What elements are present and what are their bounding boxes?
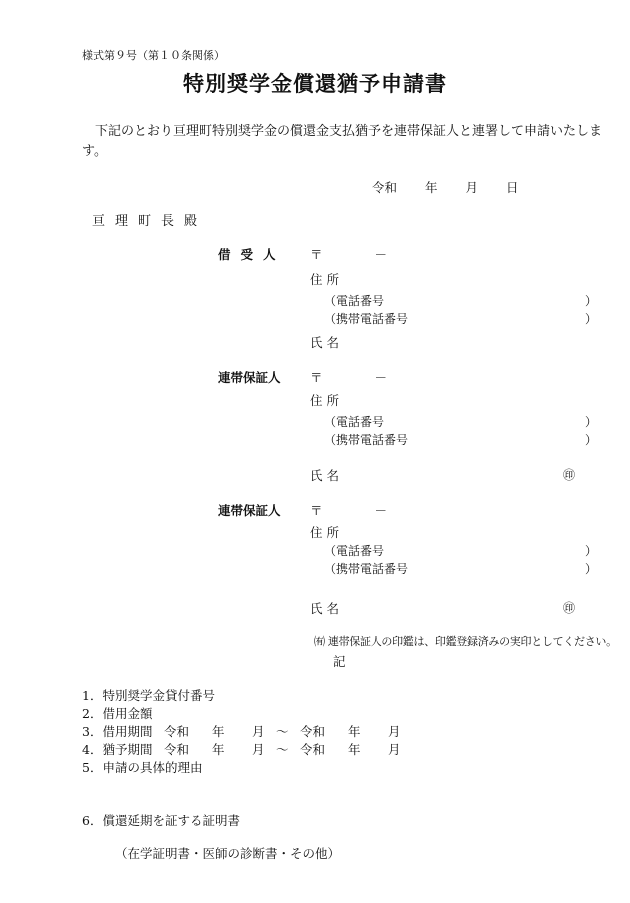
guarantor2-address-label: 住所 (310, 525, 344, 540)
postal-mark: 〒 (310, 247, 323, 262)
postal-mark: 〒 (310, 370, 323, 385)
guarantor2-seal-mark: ㊞ (563, 601, 576, 615)
intro-text: 下記のとおり亘理町特別奨学金の償還金支払猶予を連帯保証人と連署して申請いたします。 (82, 124, 603, 159)
guarantor2-phone: （電話番号 (324, 544, 385, 558)
postal-dash: － (374, 370, 388, 385)
guarantor1-role: 連帯保証人 (218, 370, 281, 385)
item-loan-number: 1．特別奨学金貸付番号 (82, 688, 215, 703)
guarantor2-name-label: 氏名 (310, 601, 344, 616)
tilde: ～ (276, 742, 289, 757)
era: 令和 (300, 724, 326, 739)
item-certificate: 6．償還延期を証する証明書 (82, 813, 240, 828)
borrower-name-label: 氏名 (310, 335, 344, 350)
borrower-phone-close: ） (585, 294, 598, 308)
postal-dash: － (374, 247, 388, 262)
guarantor1-name-label: 氏名 (310, 468, 344, 483)
date-era: 令和 (372, 180, 398, 195)
borrower-mobile-close: ） (585, 312, 598, 326)
date-day: 日 (506, 180, 519, 195)
item-label: 3．借用期間 (82, 724, 153, 739)
month: 月 (252, 724, 265, 739)
era: 令和 (164, 742, 190, 757)
guarantor1-address-label: 住所 (310, 393, 344, 408)
guarantor2-mobile-close: ） (585, 562, 598, 576)
guarantor1-phone-close: ） (585, 415, 598, 429)
era: 令和 (164, 724, 190, 739)
month: 月 (252, 742, 265, 757)
era: 令和 (300, 742, 326, 757)
item-reason: 5．申請の具体的理由 (82, 760, 203, 775)
month: 月 (388, 724, 401, 739)
borrower-address-label: 住所 (310, 272, 344, 287)
guarantor2-role: 連帯保証人 (218, 503, 281, 518)
ki-heading: 記 (333, 654, 346, 669)
date-year: 年 (425, 180, 438, 195)
certificate-examples: （在学証明書・医師の診断書・その他） (115, 846, 341, 861)
borrower-phone: （電話番号 (324, 294, 385, 308)
guarantor1-postal (310, 368, 387, 386)
guarantor1-mobile: （携帯電話番号 (324, 433, 409, 447)
guarantor1-phone: （電話番号 (324, 415, 385, 429)
addressee: 亘理町長殿 (92, 214, 208, 229)
guarantor2-phone-close: ） (585, 544, 598, 558)
item-loan-amount: 2．借用金額 (82, 706, 153, 721)
month: 月 (388, 742, 401, 757)
borrower-postal (310, 245, 387, 263)
year: 年 (348, 742, 361, 757)
borrower-role: 借受人 (218, 247, 286, 262)
postal-dash: － (374, 503, 388, 518)
tilde: ～ (276, 724, 289, 739)
item-deferral-period (82, 740, 401, 758)
guarantor1-seal-mark: ㊞ (563, 468, 576, 482)
guarantor2-mobile: （携帯電話番号 (324, 562, 409, 576)
page-title: 特別奨学金償還猶予申請書 (183, 71, 447, 96)
year: 年 (348, 724, 361, 739)
borrower-mobile: （携帯電話番号 (324, 312, 409, 326)
guarantor1-mobile-close: ） (585, 433, 598, 447)
item-loan-period (82, 722, 401, 740)
form-number: 様式第９号（第１０条関係） (82, 49, 225, 62)
seal-note: ㈲ 連帯保証人の印鑑は、印鑑登録済みの実印としてください。 (314, 635, 617, 648)
year: 年 (212, 742, 225, 757)
postal-mark: 〒 (310, 503, 323, 518)
date-month: 月 (465, 180, 479, 195)
item-label: 4．猶予期間 (82, 742, 153, 757)
date-line (372, 178, 519, 196)
year: 年 (212, 724, 225, 739)
guarantor2-postal (310, 501, 387, 519)
